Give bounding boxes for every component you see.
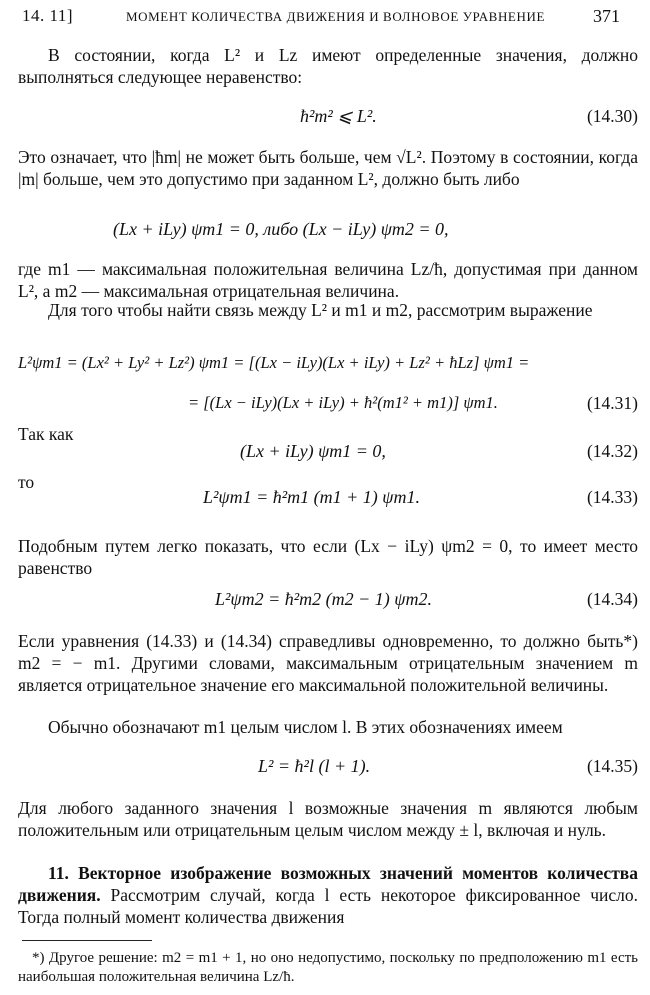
paragraph-7: Подобным путем легко показать, что если (Lx − iLy) ψm2 = 0, то имеет место равенство	[18, 536, 638, 578]
equation-number: (14.31)	[586, 393, 638, 413]
paragraph-9: Обычно обозначают m1 целым числом l. В этих обозначениях имеем	[48, 717, 563, 737]
equation-14-31-line2	[18, 393, 638, 419]
footnote: *) Другое решение: m2 = m1 + 1, но оно недопустимо, поскольку по предположению m1 есть наибольшая положительная величина Lz/ħ.	[18, 950, 638, 985]
page-number: 371	[593, 6, 620, 26]
section-11-heading: 11. Векторное изображение возможных значений моментов количества движения.	[18, 863, 638, 905]
equation-14-34	[18, 589, 638, 615]
equation-14-31-line1	[18, 353, 638, 379]
equation-number: (14.32)	[586, 441, 638, 461]
equation-formula: (Lx + iLy) ψm1 = 0,	[240, 441, 386, 461]
equation-number: (14.34)	[586, 589, 638, 609]
paragraph-8: Если уравнения (14.33) и (14.34) справедливы одновременно, то должно быть*) m2 = − m1. Другими словами, максимальным отрицательным значением m является отрицательное значение его максимальной положительной величины.	[18, 631, 638, 695]
paragraph-3: где m1 — максимальная положительная величина Lz/ħ, допустимая при данном L², а m2 — максимальная отрицательная величина.	[18, 259, 638, 301]
equation-14-35	[18, 756, 638, 782]
equation-formula: (Lx + iLy) ψm1 = 0, либо (Lx − iLy) ψm2 = 0,	[113, 219, 449, 239]
footnote-rule	[22, 940, 152, 941]
paragraph-5: Так как	[18, 424, 74, 444]
section-number: 14. 11]	[22, 6, 74, 25]
equation-number: (14.33)	[586, 487, 638, 507]
equation-number: (14.30)	[586, 106, 638, 126]
equation-number: (14.35)	[586, 756, 638, 776]
equation-14-30	[18, 106, 638, 132]
paragraph-1: В состоянии, когда L² и Lz имеют определенные значения, должно выполняться следующее неравенство:	[18, 45, 638, 87]
equation-formula: ħ²m² ⩽ L².	[300, 106, 377, 126]
paragraph-6: то	[18, 472, 35, 492]
equation-formula: L² = ħ²l (l + 1).	[258, 756, 371, 776]
equation-formula: L²ψm1 = (Lx² + Ly² + Lz²) ψm1 = [(Lx − iLy)(Lx + iLy) + Lz² + ħLz] ψm1 =	[18, 353, 530, 372]
paragraph-2: Это означает, что |ħm| не может быть больше, чем √L². Поэтому в состоянии, когда |m| больше, чем это допустимо при заданном L², должно быть либо	[18, 147, 638, 189]
equation-14-32	[18, 441, 638, 467]
paragraph-10: Для любого заданного значения l возможные значения m являются любым положительным или отрицательным целым числом между ± l, включая и нуль.	[18, 798, 638, 840]
equation-formula: = [(Lx − iLy)(Lx + iLy) + ħ²(m1² + m1)] ψm1.	[188, 393, 498, 412]
equation-14-33	[18, 487, 638, 513]
equation-either	[18, 219, 638, 245]
running-header	[22, 6, 620, 30]
section-11-text: Рассмотрим случай, когда l есть некоторое фиксированное число. Тогда полный момент количества движения	[18, 885, 638, 927]
section-11	[18, 862, 638, 928]
equation-formula: L²ψm1 = ħ²m1 (m1 + 1) ψm1.	[203, 487, 420, 507]
equation-formula: L²ψm2 = ħ²m2 (m2 − 1) ψm2.	[215, 589, 432, 609]
paragraph-4: Для того чтобы найти связь между L² и m1 и m2, рассмотрим выражение	[48, 300, 593, 320]
running-title: МОМЕНТ КОЛИЧЕСТВА ДВИЖЕНИЯ И ВОЛНОВОЕ УРАВНЕНИЕ	[126, 9, 545, 24]
